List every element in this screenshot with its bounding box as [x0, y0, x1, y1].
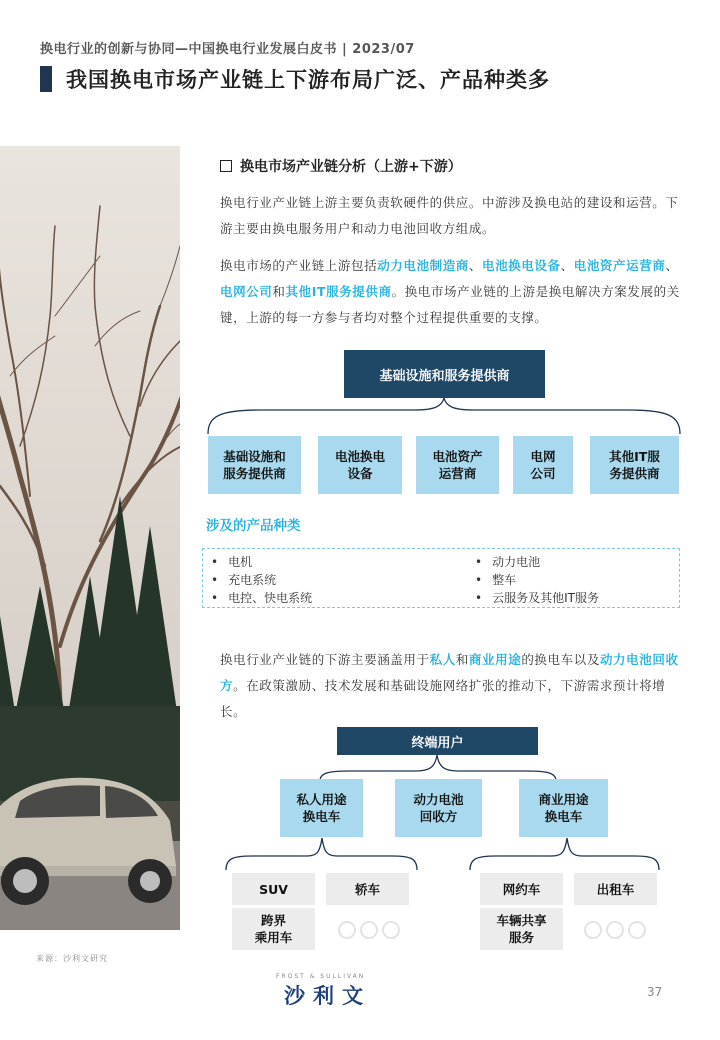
text-run: 和 — [272, 284, 286, 299]
commercial-type-ride-hailing: 网约车 — [480, 873, 563, 905]
highlight-private: 私人 — [429, 652, 456, 667]
more-items-dots — [584, 921, 646, 939]
private-type-suv: SUV — [232, 873, 315, 905]
checkbox-square-icon — [220, 160, 232, 172]
text-run: 的换电车以及 — [521, 652, 600, 667]
upstream-node-swap-equipment: 电池换电 设备 — [318, 436, 402, 494]
products-left-list — [211, 553, 312, 607]
subcategory-braces — [222, 834, 672, 874]
ellipsis-dot-icon — [360, 921, 378, 939]
more-items-dots — [338, 921, 400, 939]
report-header-title: 换电行业的创新与协同—中国换电行业发展白皮书 | 2023/07 — [40, 42, 415, 57]
downstream-root-box: 终端用户 — [337, 727, 538, 755]
list-item: • 动力电池 — [475, 553, 599, 571]
highlight-asset-operator: 电池资产运营商 — [573, 258, 666, 273]
title-accent-bar — [40, 66, 52, 92]
downstream-node-commercial: 商业用途 换电车 — [519, 779, 608, 837]
upstream-node-asset-operator: 电池资产 运营商 — [416, 436, 499, 494]
highlight-swap-equipment: 电池换电设备 — [482, 258, 561, 273]
highlight-it-provider: 其他IT服务提供商 — [285, 284, 392, 299]
list-item: • 电控、快电系统 — [211, 589, 312, 607]
text-run: 。在政策激励、技术发展和基础设施网络扩张的推动下，下游需求预计将增长。 — [220, 678, 666, 719]
page-number: 37 — [647, 985, 663, 999]
ellipsis-dot-icon — [628, 921, 646, 939]
page-title: 我国换电市场产业链上下游布局广泛、产品种类多 — [66, 68, 550, 92]
commercial-type-car-sharing: 车辆共享 服务 — [480, 908, 563, 950]
text-run: 换电行业产业链的下游主要涵盖用于 — [220, 652, 430, 667]
text-run: 、 — [560, 258, 574, 273]
upstream-node-grid-company: 电网 公司 — [513, 436, 573, 494]
source-note: 来源：沙利文研究 — [36, 954, 108, 963]
list-item: • 云服务及其他IT服务 — [475, 589, 599, 607]
vintage-car-photo — [0, 146, 180, 930]
downstream-node-private: 私人用途 换电车 — [280, 779, 363, 837]
commercial-type-taxi: 出租车 — [574, 873, 657, 905]
sullivan-logo: 沙利文 — [284, 984, 371, 1008]
section-heading — [220, 156, 462, 176]
ellipsis-dot-icon — [584, 921, 602, 939]
products-label: 涉及的产品种类 — [206, 518, 301, 534]
upstream-brace — [200, 396, 690, 438]
highlight-grid-company: 电网公司 — [220, 284, 273, 299]
upstream-root-box: 基础设施和服务提供商 — [344, 350, 545, 398]
text-run: 换电市场的产业链上游包括 — [220, 258, 378, 273]
paragraph-overview: 换电行业产业链上游主要负责软硬件的供应。中游涉及换电站的建设和运营。下游主要由换电服务用户和动力电池回收方组成。 — [220, 195, 679, 236]
frost-sullivan-wordmark: FROST & SULLIVAN — [276, 973, 366, 980]
products-list-box — [202, 548, 680, 608]
upstream-node-infrastructure: 基础设施和 服务提供商 — [208, 436, 301, 494]
ellipsis-dot-icon — [338, 921, 356, 939]
text-run: 、 — [665, 258, 679, 273]
highlight-battery-recycler: 动力电池回收方 — [220, 652, 679, 693]
text-run: 、 — [468, 258, 483, 273]
products-right-list — [475, 553, 599, 607]
text-run: 和 — [455, 652, 469, 667]
highlight-battery-manufacturer: 动力电池制造商 — [377, 258, 469, 273]
paragraph-downstream — [220, 647, 690, 725]
text-run: 。换电市场产业链的上游是换电解决方案发展的关键，上游的每一方参与者均对整个过程提供重要的支撑。 — [220, 284, 680, 325]
private-type-crossover: 跨界 乘用车 — [232, 908, 315, 950]
section-heading-text: 换电市场产业链分析（上游+下游） — [240, 159, 462, 175]
ellipsis-dot-icon — [606, 921, 624, 939]
list-item: • 充电系统 — [211, 571, 312, 589]
highlight-commercial: 商业用途 — [468, 652, 522, 667]
paragraph-upstream — [220, 253, 690, 331]
list-item: • 整车 — [475, 571, 599, 589]
list-item: • 电机 — [211, 553, 312, 571]
upstream-node-it-provider: 其他IT服 务提供商 — [590, 436, 679, 494]
downstream-node-recycler: 动力电池 回收方 — [395, 779, 482, 837]
ellipsis-dot-icon — [382, 921, 400, 939]
private-type-sedan: 轿车 — [326, 873, 409, 905]
